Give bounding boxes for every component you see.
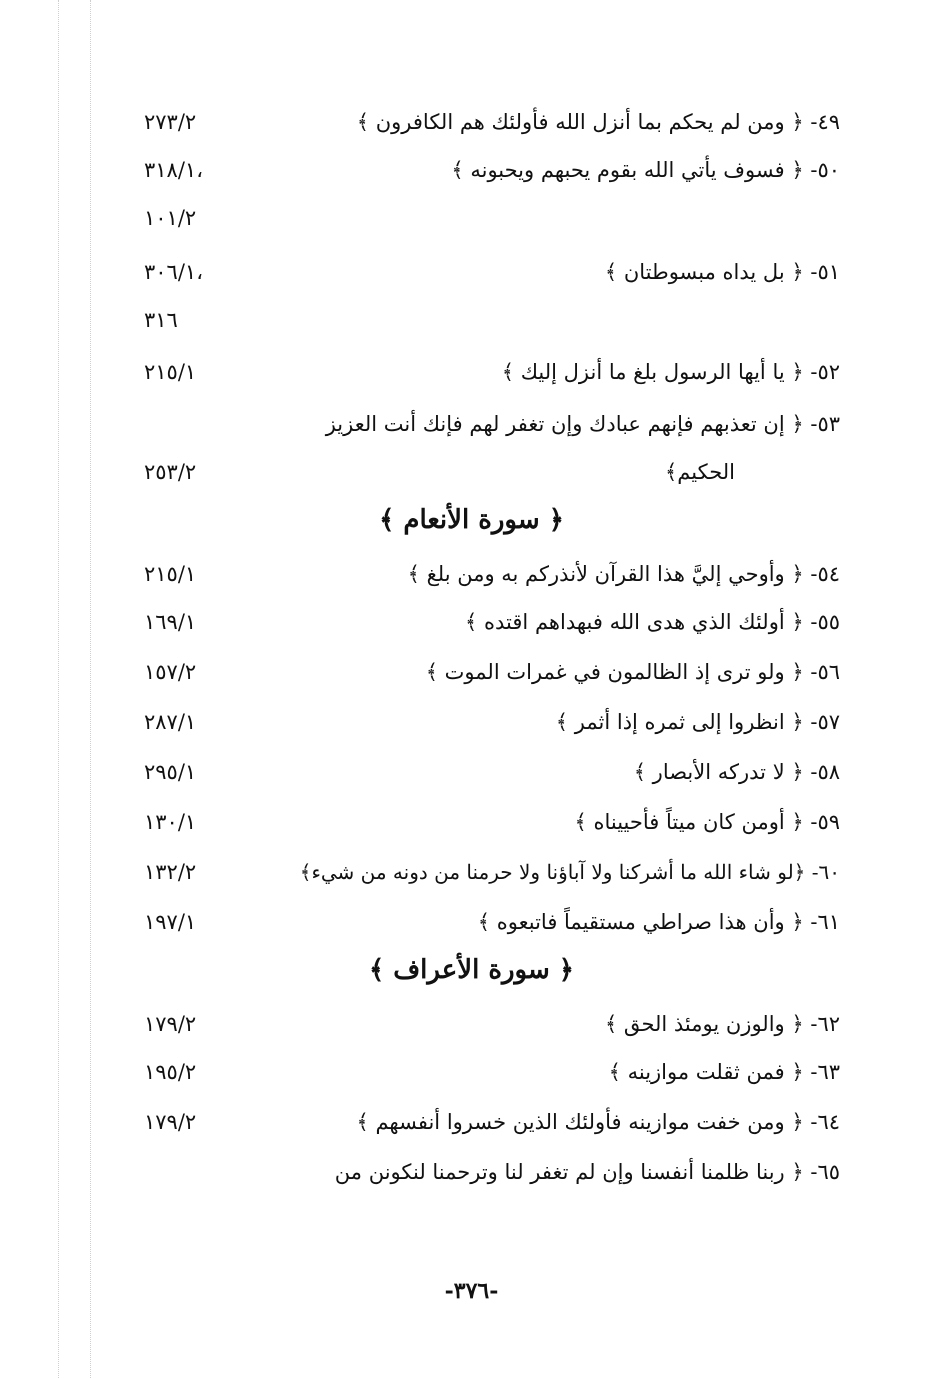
verse-text: ٥٠- ﴿ فسوف يأتي الله بقوم يحبهم ويحبونه ﴾: [451, 158, 840, 182]
index-entry-continuation: [120, 196, 840, 240]
index-entry: [120, 100, 840, 144]
surah-heading: ﴿ سورة الأنعام ﴾: [379, 505, 564, 535]
volume-page-ref: ١٩٥/٢: [144, 1060, 197, 1084]
volume-page-ref: ١٦٩/١: [144, 610, 197, 634]
volume-page-ref: ١٥٧/٢: [144, 660, 197, 684]
index-entry: [120, 900, 840, 944]
verse-text: ٥١- ﴿ بل يداه مبسوطتان ﴾: [604, 260, 840, 284]
volume-page-ref: ١٧٩/٢: [144, 1012, 197, 1036]
verse-text-continuation: الحكيم﴾: [664, 460, 735, 484]
index-entry: [120, 750, 840, 794]
scan-margin-line: [58, 0, 59, 1378]
volume-page-ref: ٣١٦: [144, 308, 178, 332]
volume-page-ref: ٣٠٦/١،: [144, 260, 203, 284]
scan-margin-line: [90, 0, 91, 1378]
volume-page-ref: ٣١٨/١،: [144, 158, 203, 182]
verse-text: ٦١- ﴿ وأن هذا صراطي مستقيماً فاتبعوه ﴾: [477, 910, 840, 934]
verse-text: ٥٥- ﴿ أولئك الذي هدى الله فبهداهم اقتده ﴾: [465, 610, 840, 634]
verse-text: ٤٩- ﴿ ومن لم يحكم بما أنزل الله فأولئك هم الكافرون ﴾: [356, 110, 840, 134]
verse-text: ٥٨- ﴿ لا تدركه الأبصار ﴾: [633, 760, 840, 784]
verse-text: ٦٣- ﴿ فمن ثقلت موازينه ﴾: [608, 1060, 840, 1084]
index-entry: [120, 402, 840, 446]
index-entry: [120, 850, 840, 894]
volume-page-ref: ٢٨٧/١: [144, 710, 197, 734]
volume-page-ref: ١٧٩/٢: [144, 1110, 197, 1134]
page-number: -٣٧٦-: [444, 1278, 499, 1304]
volume-page-ref: ٢٩٥/١: [144, 760, 197, 784]
verse-text: ٥٦- ﴿ ولو ترى إذ الظالمون في غمرات الموت ﴾: [425, 660, 840, 684]
volume-page-ref: ٢٥٣/٢: [144, 460, 197, 484]
index-entry: [120, 1050, 840, 1094]
verse-text: ٥٣- ﴿ إن تعذبهم فإنهم عبادك وإن تغفر لهم فإنك أنت العزيز: [325, 412, 840, 436]
index-entry: [120, 800, 840, 844]
volume-page-ref: ٢٧٣/٢: [144, 110, 197, 134]
volume-page-ref: ١٠١/٢: [144, 206, 197, 230]
verse-text: ٥٩- ﴿ أومن كان ميتاً فأحييناه ﴾: [574, 810, 840, 834]
index-entry: [120, 350, 840, 394]
index-entry: [120, 700, 840, 744]
volume-page-ref: ١٣٠/١: [144, 810, 197, 834]
index-entry-continuation: [120, 298, 840, 342]
index-entry: [120, 1100, 840, 1144]
verse-text: ٦٤- ﴿ ومن خفت موازينه فأولئك الذين خسروا أنفسهم ﴾: [356, 1110, 840, 1134]
index-entry: [120, 650, 840, 694]
volume-page-ref: ١٣٢/٢: [144, 860, 197, 884]
volume-page-ref: ٢١٥/١: [144, 360, 197, 384]
index-entry: [120, 600, 840, 644]
verse-text: ٥٢- ﴿ يا أيها الرسول بلغ ما أنزل إليك ﴾: [501, 360, 840, 384]
volume-page-ref: ١٩٧/١: [144, 910, 197, 934]
index-entry: [120, 250, 840, 294]
index-entry: [120, 1150, 840, 1194]
index-entry: [120, 148, 840, 192]
verse-text: ٦٥- ﴿ ربنا ظلمنا أنفسنا وإن لم تغفر لنا وترحمنا لنكونن من: [334, 1160, 840, 1184]
verse-text: ٦٢- ﴿ والوزن يومئذ الحق ﴾: [604, 1012, 840, 1036]
surah-heading: ﴿ سورة الأعراف ﴾: [368, 955, 575, 985]
index-entry: [120, 552, 840, 596]
index-entry: [120, 1002, 840, 1046]
verse-text: ٥٤- ﴿ وأوحي إليَّ هذا القرآن لأنذركم به ومن بلغ ﴾: [407, 562, 840, 586]
volume-page-ref: ٢١٥/١: [144, 562, 197, 586]
verse-text: ٥٧- ﴿ انظروا إلى ثمره إذا أثمر ﴾: [555, 710, 840, 734]
index-entry-continuation: [120, 450, 840, 494]
verse-text: ٦٠- ﴿لو شاء الله ما أشركنا ولا آباؤنا ولا حرمنا من دونه من شيء﴾: [299, 860, 840, 884]
